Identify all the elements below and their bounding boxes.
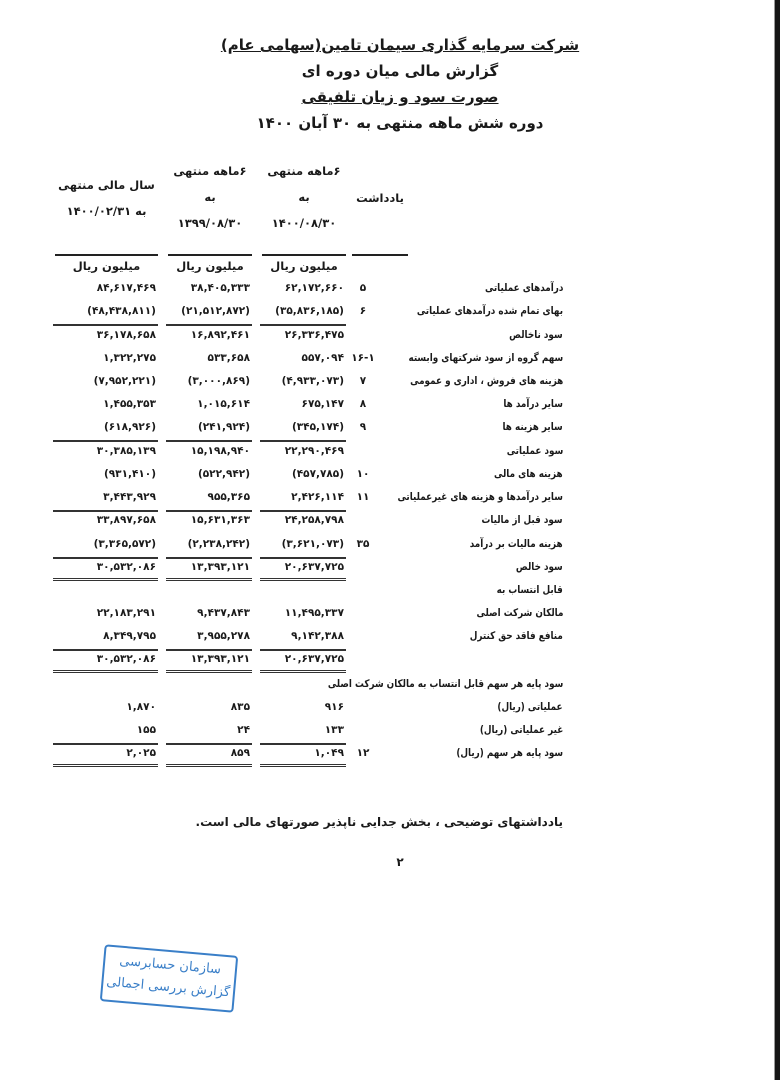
cell-c1: ۹,۱۴۲,۳۸۸ [291,630,344,642]
row-label: سود پایه هر سهم قابل انتساب به مالکان شرکت اصلی [327,678,563,690]
row-note: ۸ [359,398,367,410]
double-total-rule [166,578,252,583]
row-note: ۶ [359,305,367,317]
cell-c2: ۱۵,۱۹۸,۹۴۰ [190,445,250,457]
row-label: هزینه های مالی [494,468,563,480]
cell-c3: (۳,۳۶۵,۵۷۲) [93,538,156,550]
row-note: ۷ [359,375,367,387]
cell-c3: ۳۶,۱۷۸,۶۵۸ [96,329,156,341]
row-label: سهم گروه از سود شرکتهای وابسته [408,352,563,364]
subtotal-rule [166,649,252,651]
row-label: سود قبل از مالیات [481,514,563,526]
header-rule [168,254,252,256]
row-label: سایر درآمد ها [503,398,563,410]
cell-c1: ۶۲,۱۷۲,۶۶۰ [284,282,344,294]
col-header-line: ۶ماهه منتهی [267,164,341,178]
col-header-date: ۱۴۰۰/۰۸/۳۰ [271,216,337,230]
cell-c3: ۳۰,۵۳۲,۰۸۶ [96,653,156,665]
cell-c2: ۸۳۵ [230,701,250,713]
double-total-rule [53,764,158,769]
col-header-date: ۱۳۹۹/۰۸/۳۰ [177,216,243,230]
cell-c3: ۱,۴۵۵,۳۵۳ [103,398,156,410]
report-title: گزارش مالی میان دوره ای [301,62,499,80]
cell-c3: ۳۳,۸۹۷,۶۵۸ [96,514,156,526]
cell-c2: (۲۴۱,۹۲۴) [197,421,250,433]
row-note: ۳۵ [356,538,370,550]
cell-c3: ۱,۸۷۰ [126,701,156,713]
cell-c3: ۲,۰۲۵ [126,747,156,759]
col-header-line: به [204,190,216,204]
row-label: سود پایه هر سهم (ریال) [456,747,563,759]
subtotal-rule [53,557,158,559]
cell-c1: ۲,۴۲۶,۱۱۴ [291,491,344,503]
row-label: غیر عملیاتی (ریال) [479,724,563,736]
row-label: قابل انتساب به [496,584,563,596]
cell-c2: ۳,۹۵۵,۲۷۸ [197,630,250,642]
subtotal-rule [53,510,158,512]
cell-c1: (۳۴۵,۱۷۴) [291,421,344,433]
cell-c1: ۱,۰۴۹ [314,747,344,759]
cell-c1: ۶۷۵,۱۴۷ [301,398,344,410]
double-total-rule [166,764,252,769]
cell-c3: ۱۵۵ [136,724,156,736]
double-total-rule [260,764,346,769]
audit-stamp [100,944,238,1012]
note-column-header: یادداشت [356,191,404,205]
unit-label: میلیون ریال [72,259,141,273]
statement-title: صورت سود و زیان تلفیقی [301,88,499,106]
row-label: سود ناخالص [509,329,563,341]
cell-c3: ۳۰,۳۸۵,۱۳۹ [96,445,156,457]
col-header-line: به [298,190,310,204]
subtotal-rule [166,510,252,512]
row-label: بهای تمام شده درآمدهای عملیاتی [416,305,563,317]
cell-c2: ۸۵۹ [230,747,250,759]
row-label: عملیاتی (ریال) [497,701,563,713]
unit-label: میلیون ریال [270,259,338,273]
subtotal-rule [53,743,158,745]
subtotal-rule [53,324,158,326]
cell-c2: ۳۸,۴۰۵,۳۳۳ [190,282,250,294]
row-label: مالکان شرکت اصلی [476,607,563,619]
cell-c2: ۹۵۵,۳۶۵ [207,491,250,503]
row-label: منافع فاقد حق کنترل [469,630,563,642]
cell-c2: ۲۴ [237,724,250,736]
cell-c1: (۳۵,۸۳۶,۱۸۵) [275,305,344,317]
subtotal-rule [260,557,346,559]
page-number: ۲ [396,855,404,869]
cell-c1: ۵۵۷,۰۹۴ [301,352,344,364]
stamp-line: گزارش بررسی اجمالی [105,974,231,1001]
cell-c1: ۱۱,۴۹۵,۳۳۷ [284,607,344,619]
subtotal-rule [166,743,252,745]
row-label: سایر درآمدها و هزینه های غیرعملیاتی [397,491,563,503]
col-header-date: به ۱۴۰۰/۰۲/۳۱ [66,204,147,218]
unit-label: میلیون ریال [176,259,244,273]
header-rule [352,254,408,256]
cell-c3: ۸۴,۶۱۷,۴۶۹ [96,282,156,294]
cell-c1: ۲۴,۲۵۸,۷۹۸ [284,514,344,526]
cell-c2: ۱,۰۱۵,۶۱۴ [197,398,250,410]
header-rule [55,254,158,256]
subtotal-rule [166,440,252,442]
scan-edge-shadow [774,0,775,1080]
cell-c2: ۹,۴۳۷,۸۴۳ [197,607,250,619]
cell-c2: ۱۳,۳۹۳,۱۲۱ [190,653,250,665]
cell-c2: ۵۳۳,۶۵۸ [207,352,250,364]
col-1400-header [262,158,346,236]
header-rule [262,254,346,256]
cell-c3: ۱,۳۲۲,۲۷۵ [103,352,156,364]
row-label: هزینه مالیات بر درآمد [470,538,563,550]
row-note: ۱۰ [356,468,370,480]
footer-note: یادداشتهای توضیحی ، بخش جدایی ناپذیر صورتهای مالی است. [195,815,563,829]
col-header-line: ۶ماهه منتهی [173,164,247,178]
scan-edge [775,0,780,1080]
double-total-rule [53,670,158,675]
row-note: ۹ [359,421,367,433]
double-total-rule [260,670,346,675]
col-1399-header [168,158,252,236]
row-note: ۵ [359,282,367,294]
cell-c3: (۷,۹۵۲,۲۲۱) [93,375,156,387]
double-total-rule [260,578,346,583]
double-total-rule [53,578,158,583]
row-label: درآمدهای عملیاتی [484,282,563,294]
subtotal-rule [260,743,346,745]
row-note: ۱۱ [356,491,370,503]
cell-c1: ۹۱۶ [324,701,344,713]
cell-c3: (۶۱۸,۹۲۶) [103,421,156,433]
cell-c1: ۲۶,۳۳۶,۴۷۵ [284,329,344,341]
subtotal-rule [53,440,158,442]
cell-c2: (۲,۲۳۸,۲۴۲) [187,538,250,550]
row-label: سایر هزینه ها [502,421,563,433]
subtotal-rule [260,324,346,326]
cell-c3: ۸,۳۴۹,۷۹۵ [103,630,156,642]
cell-c2: ۱۶,۸۹۲,۴۶۱ [190,329,250,341]
cell-c1: ۱۳۳ [324,724,344,736]
row-note: ۱۶-۱ [351,352,375,364]
subtotal-rule [53,649,158,651]
subtotal-rule [260,440,346,442]
company-name: شرکت سرمایه گذاری سیمان تامین(سهامی عام) [220,36,580,54]
cell-c1: ۲۰,۶۳۷,۷۲۵ [284,561,344,573]
cell-c2: ۱۳,۳۹۳,۱۲۱ [190,561,250,573]
subtotal-rule [166,557,252,559]
cell-c2: (۵۲۲,۹۴۲) [197,468,250,480]
cell-c1: (۴,۹۳۳,۰۷۳) [281,375,344,387]
cell-c2: ۱۵,۶۳۱,۳۶۳ [190,514,250,526]
subtotal-rule [166,324,252,326]
cell-c1: (۴۵۷,۷۸۵) [291,468,344,480]
cell-c3: (۴۸,۴۳۸,۸۱۱) [87,305,156,317]
cell-c3: ۳۰,۵۳۲,۰۸۶ [96,561,156,573]
cell-c2: (۲۱,۵۱۲,۸۷۲) [181,305,250,317]
row-label: سود عملیاتی [506,445,563,457]
double-total-rule [166,670,252,675]
subtotal-rule [260,649,346,651]
cell-c2: (۳,۰۰۰,۸۶۹) [187,375,250,387]
row-label: سود خالص [516,561,563,573]
cell-c1: ۲۲,۲۹۰,۴۶۹ [284,445,344,457]
stamp-line: سازمان حسابرسی [118,953,222,978]
cell-c3: ۳,۴۴۳,۹۲۹ [103,491,156,503]
period-title: دوره شش ماهه منتهی به ۳۰ آبان ۱۴۰۰ [256,114,544,132]
row-label: هزینه های فروش ، اداری و عمومی [409,375,563,387]
cell-c3: ۲۲,۱۸۳,۲۹۱ [96,607,156,619]
col-header-line: سال مالی منتهی [58,178,155,192]
row-note: ۱۲ [356,747,370,759]
cell-c3: (۹۳۱,۴۱۰) [103,468,156,480]
subtotal-rule [260,510,346,512]
cell-c1: ۲۰,۶۳۷,۷۲۵ [284,653,344,665]
col-year-header [55,172,158,224]
cell-c1: (۳,۶۲۱,۰۷۳) [281,538,344,550]
